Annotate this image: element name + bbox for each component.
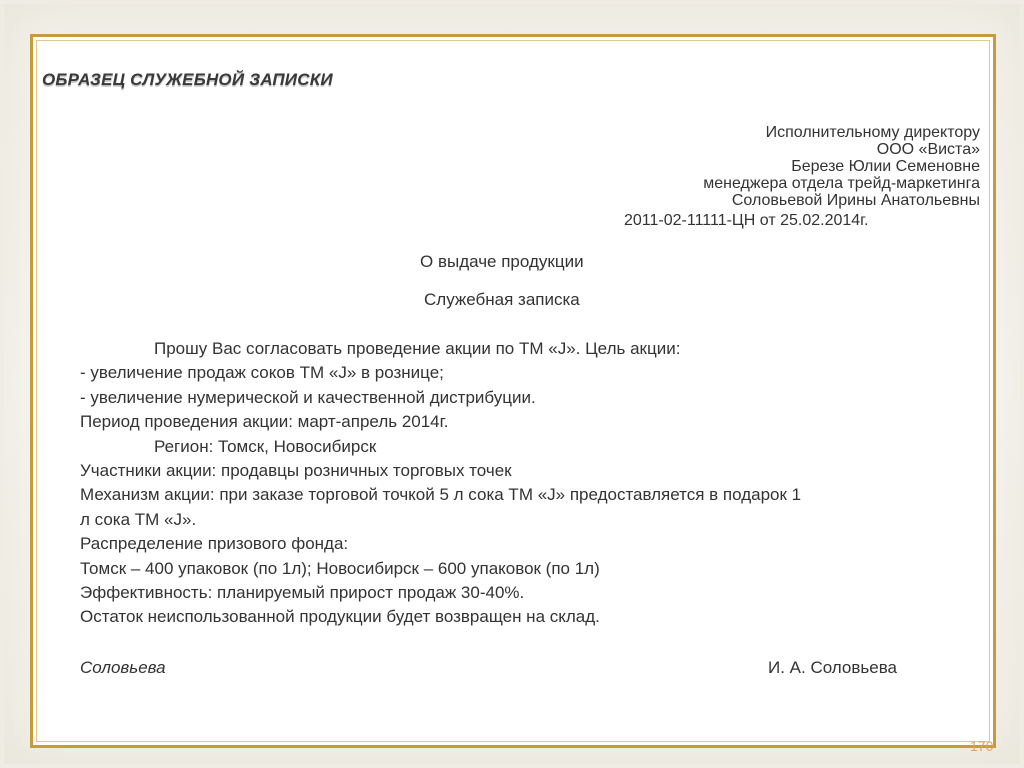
signature-full-name: И. А. Соловьева	[768, 658, 898, 677]
document-subject: О выдаче продукции	[420, 252, 584, 271]
body-line: Участники акции: продавцы розничных торговых точек	[80, 461, 512, 481]
addressee-block	[703, 124, 980, 209]
addressee-line: Соловьевой Ирины Анатольевны	[731, 192, 980, 209]
body-line: Прошу Вас согласовать проведение акции по ТМ «J». Цель акции:	[154, 339, 681, 358]
slide-title: ОБРАЗЕЦ СЛУЖЕБНОЙ ЗАПИСКИ	[42, 70, 333, 89]
addressee-line: Исполнительному директору	[765, 124, 980, 141]
body-line: - увеличение продаж соков ТМ «J» в рознице;	[80, 363, 444, 383]
body-line: Эффективность: планируемый прирост продаж 30-40%.	[80, 583, 525, 603]
memo-body	[80, 337, 980, 630]
body-line: л сока ТМ «J».	[80, 509, 197, 529]
body-line: Регион: Томск, Новосибирск	[154, 436, 377, 456]
body-line: Остаток неиспользованной продукции будет возвращен на склад.	[80, 607, 600, 627]
body-line: - увеличение нумерической и качественной дистрибуции.	[80, 387, 536, 407]
body-line: Распределение призового фонда:	[80, 534, 349, 554]
addressee-line: менеджера отдела трейд-маркетинга	[703, 175, 980, 192]
signature-surname: Соловьева	[80, 658, 166, 677]
document-type-heading: Служебная записка	[424, 290, 580, 309]
addressee-line: ООО «Виста»	[876, 141, 980, 158]
body-line: Томск – 400 упаковок (по 1л); Новосибирск – 600 упаковок (по 1л)	[80, 558, 600, 578]
body-line: Механизм акции: при заказе торговой точкой 5 л сока ТМ «J» предоставляется в подарок 1	[80, 485, 802, 505]
slide	[4, 4, 1020, 764]
document-number: 2011-02-11111-ЦН от 25.02.2014г.	[624, 212, 869, 229]
page-number: 170	[970, 738, 994, 754]
body-line: Период проведения акции: март-апрель 2014г.	[80, 412, 449, 432]
addressee-line: Березе Юлии Семеновне	[791, 158, 980, 175]
